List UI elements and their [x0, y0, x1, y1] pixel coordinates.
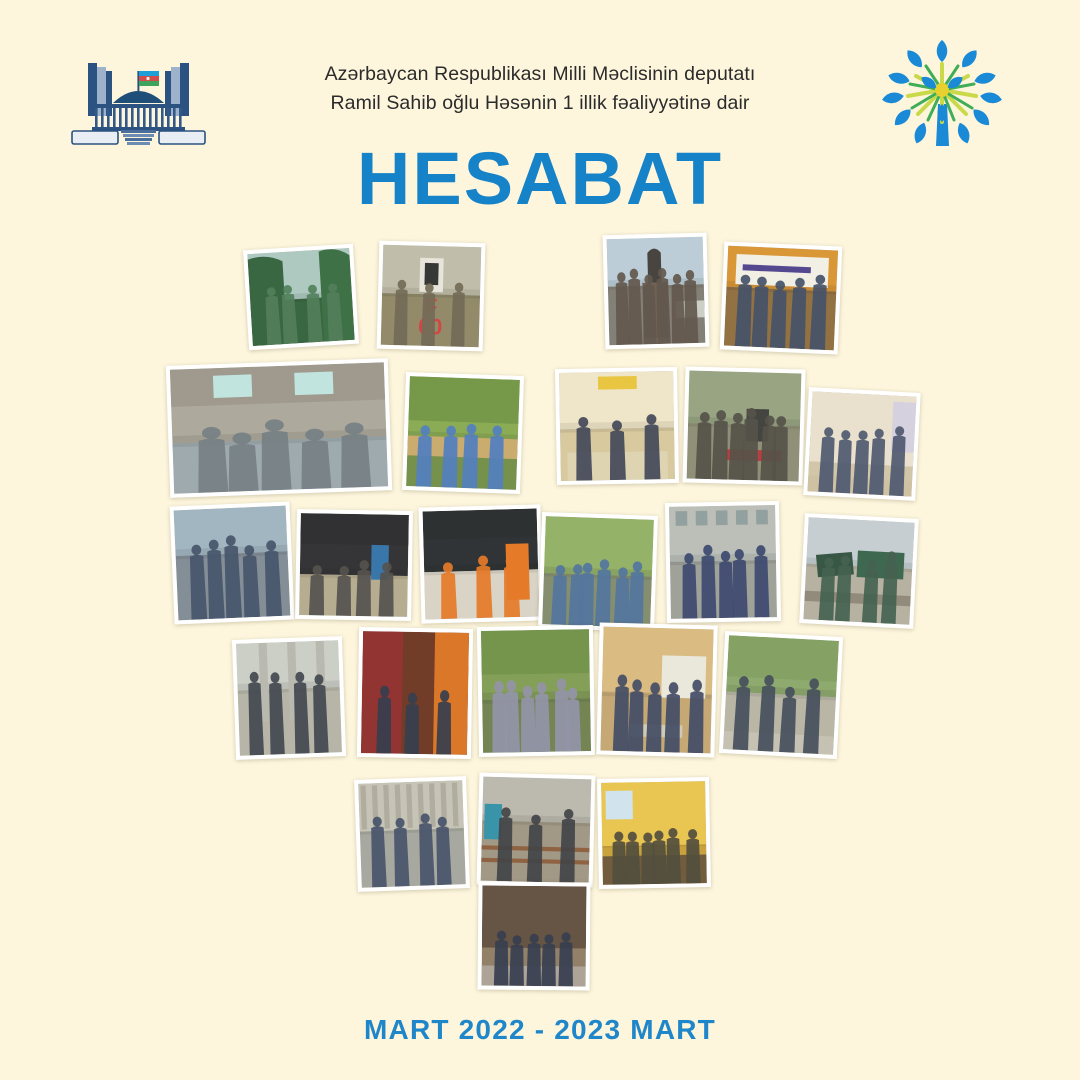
photo-image	[358, 780, 466, 888]
milli-meclis-parliament-building-logo	[66, 46, 211, 146]
photo-image	[600, 627, 713, 754]
poster-header	[0, 0, 1080, 232]
collage-photo	[555, 367, 679, 485]
photo-image	[481, 777, 592, 884]
photo-image	[542, 516, 654, 628]
collage-photo	[402, 372, 524, 494]
collage-photo	[419, 504, 544, 623]
subtitle-line-2: Ramil Sahib oğlu Həsənin 1 illik fəaliyyətinə dair	[330, 92, 750, 114]
photo-image	[669, 505, 777, 619]
poster-subtitle	[220, 60, 860, 118]
photo-image	[174, 506, 291, 621]
photo-image	[481, 629, 591, 753]
collage-photo	[596, 622, 717, 757]
photo-image	[361, 631, 469, 755]
photo-image	[601, 781, 707, 885]
collage-photo	[597, 777, 711, 889]
collage-photo	[166, 358, 392, 498]
photo-image	[607, 237, 706, 345]
collage-photo	[354, 776, 470, 892]
photo-image	[406, 376, 520, 490]
collage-photo	[477, 625, 595, 757]
photo-image	[687, 371, 802, 482]
photo-image	[170, 362, 388, 493]
page-title: HESABAT	[356, 137, 724, 220]
collage-photo	[665, 501, 781, 623]
subtitle-line-1: Azərbaycan Respublikası Milli Məclisinin deputatı	[324, 63, 756, 85]
photo-image	[803, 517, 914, 624]
photo-image	[299, 513, 409, 617]
photo-collage	[0, 222, 1080, 992]
collage-photo	[477, 773, 596, 888]
collage-photo	[295, 509, 413, 621]
collage-photo	[803, 387, 920, 501]
collage-photo	[243, 244, 359, 351]
photo-image	[482, 886, 587, 987]
photo-image	[723, 635, 839, 755]
photo-image	[236, 640, 342, 755]
collage-photo	[357, 627, 473, 759]
collage-photo	[478, 882, 591, 991]
collage-photo	[538, 512, 658, 632]
collage-photo	[603, 233, 710, 350]
photo-image	[381, 245, 482, 348]
collage-photo	[377, 241, 486, 352]
collage-photo	[720, 241, 843, 354]
photo-image	[807, 391, 916, 496]
collage-photo	[799, 513, 919, 629]
report-period: MART 2022 - 2023 MART	[364, 1014, 716, 1045]
collage-photo	[169, 501, 294, 624]
photo-image	[247, 248, 354, 346]
collage-photo	[683, 366, 806, 485]
photo-image	[559, 371, 675, 481]
yeni-azerbaycan-partiyasi-tree-logo	[880, 38, 1005, 150]
collage-photo	[719, 631, 843, 759]
collage-photo	[232, 636, 346, 760]
photo-image	[724, 246, 838, 351]
photo-image	[423, 509, 540, 620]
